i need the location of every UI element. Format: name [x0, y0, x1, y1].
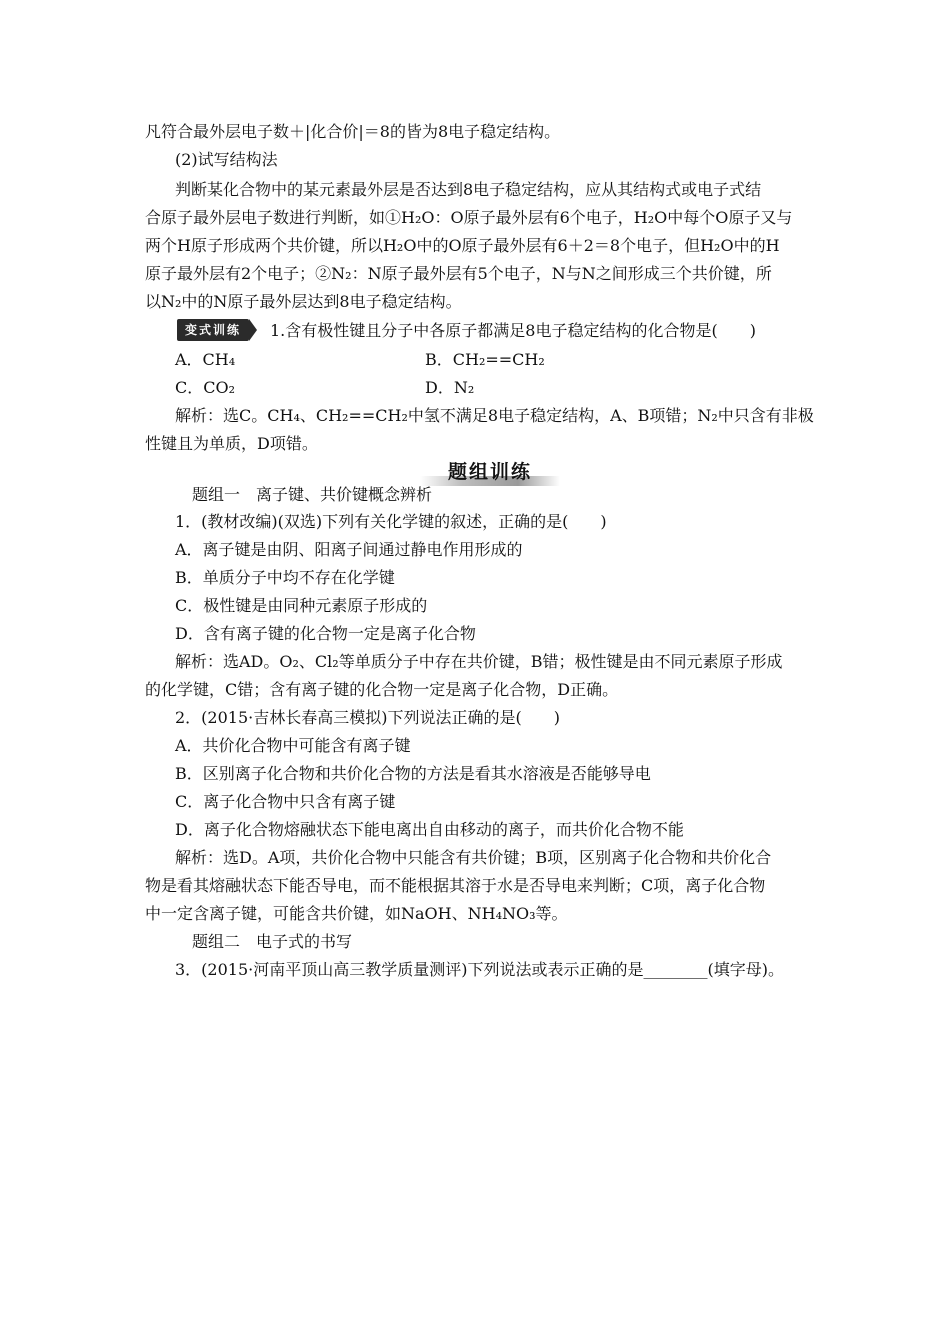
- question-1-option-a: A．离子键是由阴、阳离子间通过静电作用形成的: [175, 540, 523, 559]
- group1-title: 题组一 离子键、共价键概念辨析: [192, 485, 433, 504]
- question-2-option-c: C．离子化合物中只含有离子键: [175, 792, 396, 811]
- variant-option-a: A．CH₄: [175, 350, 236, 369]
- intro-line-3: 判断某化合物中的某元素最外层是否达到8电子稳定结构，应从其结构式或电子式结: [175, 180, 762, 199]
- question-1-option-d: D．含有离子键的化合物一定是离子化合物: [175, 624, 476, 643]
- question-2-option-b: B．区别离子化合物和共价化合物的方法是看其水溶液是否能够导电: [175, 764, 651, 783]
- group2-title: 题组二 电子式的书写: [192, 932, 353, 951]
- answer-1-line-1: 解析：选AD。O₂、Cl₂等单质分子中存在共价键，B错；极性键是由不同元素原子形成: [175, 652, 783, 671]
- variant-option-d: D．N₂: [425, 378, 475, 397]
- intro-line-1: 凡符合最外层电子数＋|化合价|＝8的皆为8电子稳定结构。: [145, 122, 561, 141]
- answer-2-line-2: 物是看其熔融状态下能否导电，而不能根据其溶于水是否导电来判断；C项，离子化合物: [145, 876, 766, 895]
- variant-question: 1.含有极性键且分子中各原子都满足8电子稳定结构的化合物是( ): [270, 321, 756, 340]
- intro-line-6: 原子最外层有2个电子；②N₂：N原子最外层有5个电子，N与N之间形成三个共价键，所: [145, 264, 772, 283]
- intro-line-7: 以N₂中的N原子最外层达到8电子稳定结构。: [145, 292, 462, 311]
- variant-answer-line-1: 解析：选C。CH₄、CH₂==CH₂中氢不满足8电子稳定结构，A、B项错；N₂中只含有非极: [175, 406, 814, 425]
- variant-answer-line-2: 性键且为单质，D项错。: [145, 434, 318, 453]
- variant-badge: 变式训练: [177, 319, 249, 341]
- intro-line-2: (2)试写结构法: [175, 150, 278, 169]
- question-3: 3．(2015·河南平顶山高三教学质量测评)下列说法或表示正确的是________(填字母)。: [175, 960, 784, 979]
- answer-2-line-3: 中一定含离子键，可能含共价键，如NaOH、NH₄NO₃等。: [145, 904, 568, 923]
- section-title: 题组训练: [447, 461, 532, 483]
- variant-option-c: C．CO₂: [175, 378, 236, 397]
- question-2-option-d: D．离子化合物熔融状态下能电离出自由移动的离子，而共价化合物不能: [175, 820, 684, 839]
- intro-line-4: 合原子最外层电子数进行判断，如①H₂O：O原子最外层有6个电子，H₂O中每个O原子又与: [145, 208, 793, 227]
- section-heading: [420, 458, 560, 488]
- answer-2-line-1: 解析：选D。A项，共价化合物中只能含有共价键；B项，区别离子化合物和共价化合: [175, 848, 772, 867]
- question-1: 1．(教材改编)(双选)下列有关化学键的叙述，正确的是( ): [175, 512, 607, 531]
- question-2-option-a: A．共价化合物中可能含有离子键: [175, 736, 411, 755]
- question-1-option-b: B．单质分子中均不存在化学键: [175, 568, 395, 587]
- question-2: 2．(2015·吉林长春高三模拟)下列说法正确的是( ): [175, 708, 560, 727]
- question-1-option-c: C．极性键是由同种元素原子形成的: [175, 596, 428, 615]
- variant-option-b: B．CH₂==CH₂: [425, 350, 545, 369]
- intro-line-5: 两个H原子形成两个共价键，所以H₂O中的O原子最外层有6＋2＝8个电子，但H₂O中的H: [145, 236, 780, 255]
- answer-1-line-2: 的化学键，C错；含有离子键的化合物一定是离子化合物，D正确。: [145, 680, 619, 699]
